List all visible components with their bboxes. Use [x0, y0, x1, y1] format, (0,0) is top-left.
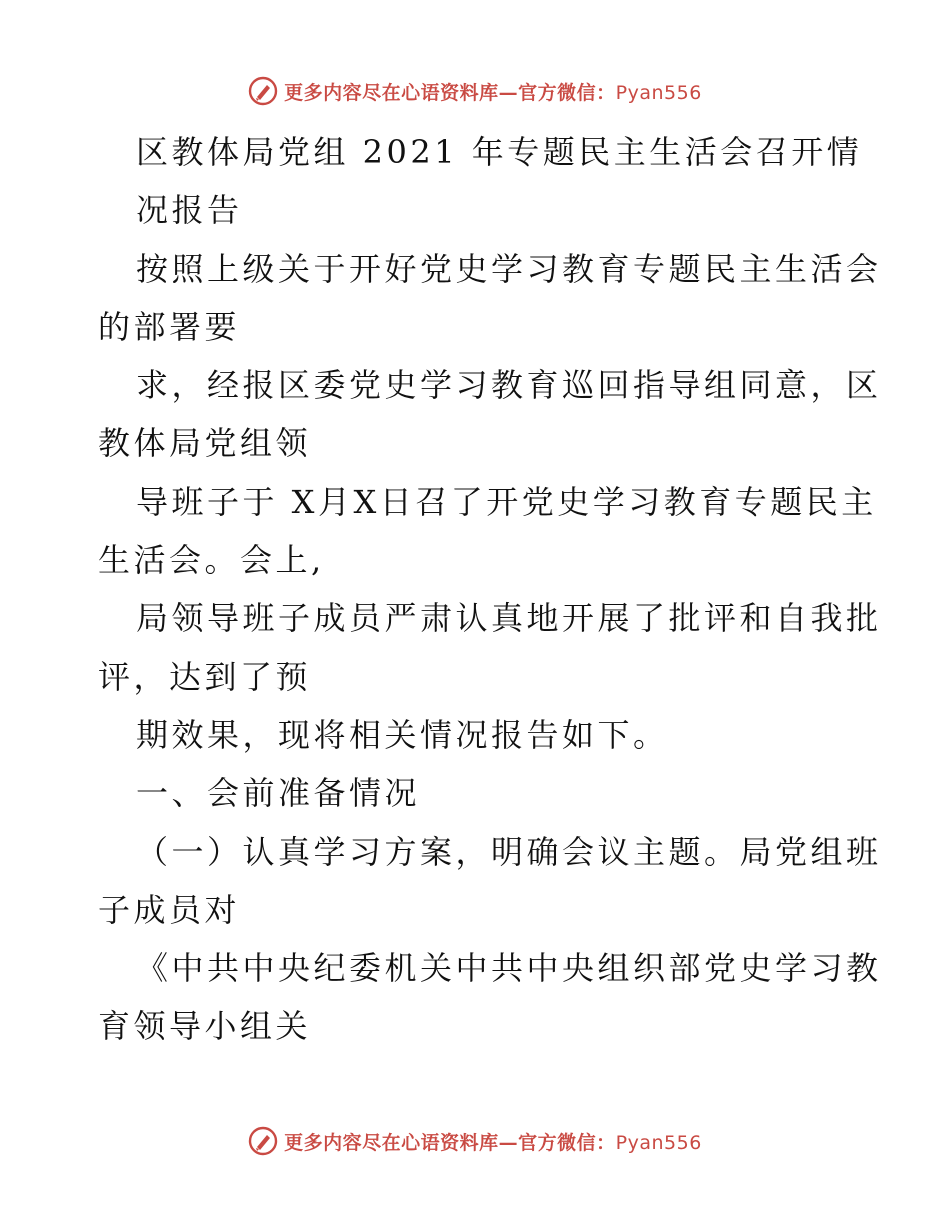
text-line: 子成员对	[98, 890, 241, 929]
text-line: 按照上级关于开好党史学习教育专题民主生活会	[136, 249, 882, 288]
watermark-wechat-id: Pyan556	[615, 1131, 702, 1154]
text-line: 区教体局党组 2021 年专题民主生活会召开情	[136, 133, 863, 171]
watermark-brand: 更多内容尽在心语资料库—官方微信：	[284, 81, 616, 104]
header-watermark	[0, 71, 950, 111]
text-line: 《中共中央纪委机关中共中央组织部党史学习教	[136, 949, 882, 988]
text-line: 评，达到了预	[98, 657, 312, 696]
text-line: 求，经报区委党史学习教育巡回指导组同意，区	[136, 366, 882, 405]
text-line: 局领导班子成员严肃认真地开展了批评和自我批	[136, 599, 882, 638]
watermark-text	[284, 78, 702, 105]
pen-logo-icon	[248, 76, 278, 106]
document-body	[98, 123, 882, 1056]
text-line: 教体局党组领	[98, 424, 312, 463]
text-line: 况报告	[136, 191, 243, 230]
text-line: 生活会。会上,	[98, 541, 325, 580]
text-line: 育领导小组关	[98, 1007, 312, 1046]
text-line: 的部署要	[98, 307, 241, 346]
watermark-wechat-id: Pyan556	[615, 81, 702, 104]
watermark-brand: 更多内容尽在心语资料库—官方微信：	[284, 1131, 616, 1154]
watermark-text	[284, 1128, 702, 1155]
pen-logo-icon	[248, 1126, 278, 1156]
text-line: （一）认真学习方案，明确会议主题。局党组班	[136, 832, 882, 871]
text-line: 期效果，现将相关情况报告如下。	[136, 715, 669, 754]
section-heading: 一、会前准备情况	[136, 774, 421, 813]
footer-watermark	[0, 1121, 950, 1161]
text-line: 导班子于 X月X日召了开党史学习教育专题民主	[136, 482, 877, 521]
